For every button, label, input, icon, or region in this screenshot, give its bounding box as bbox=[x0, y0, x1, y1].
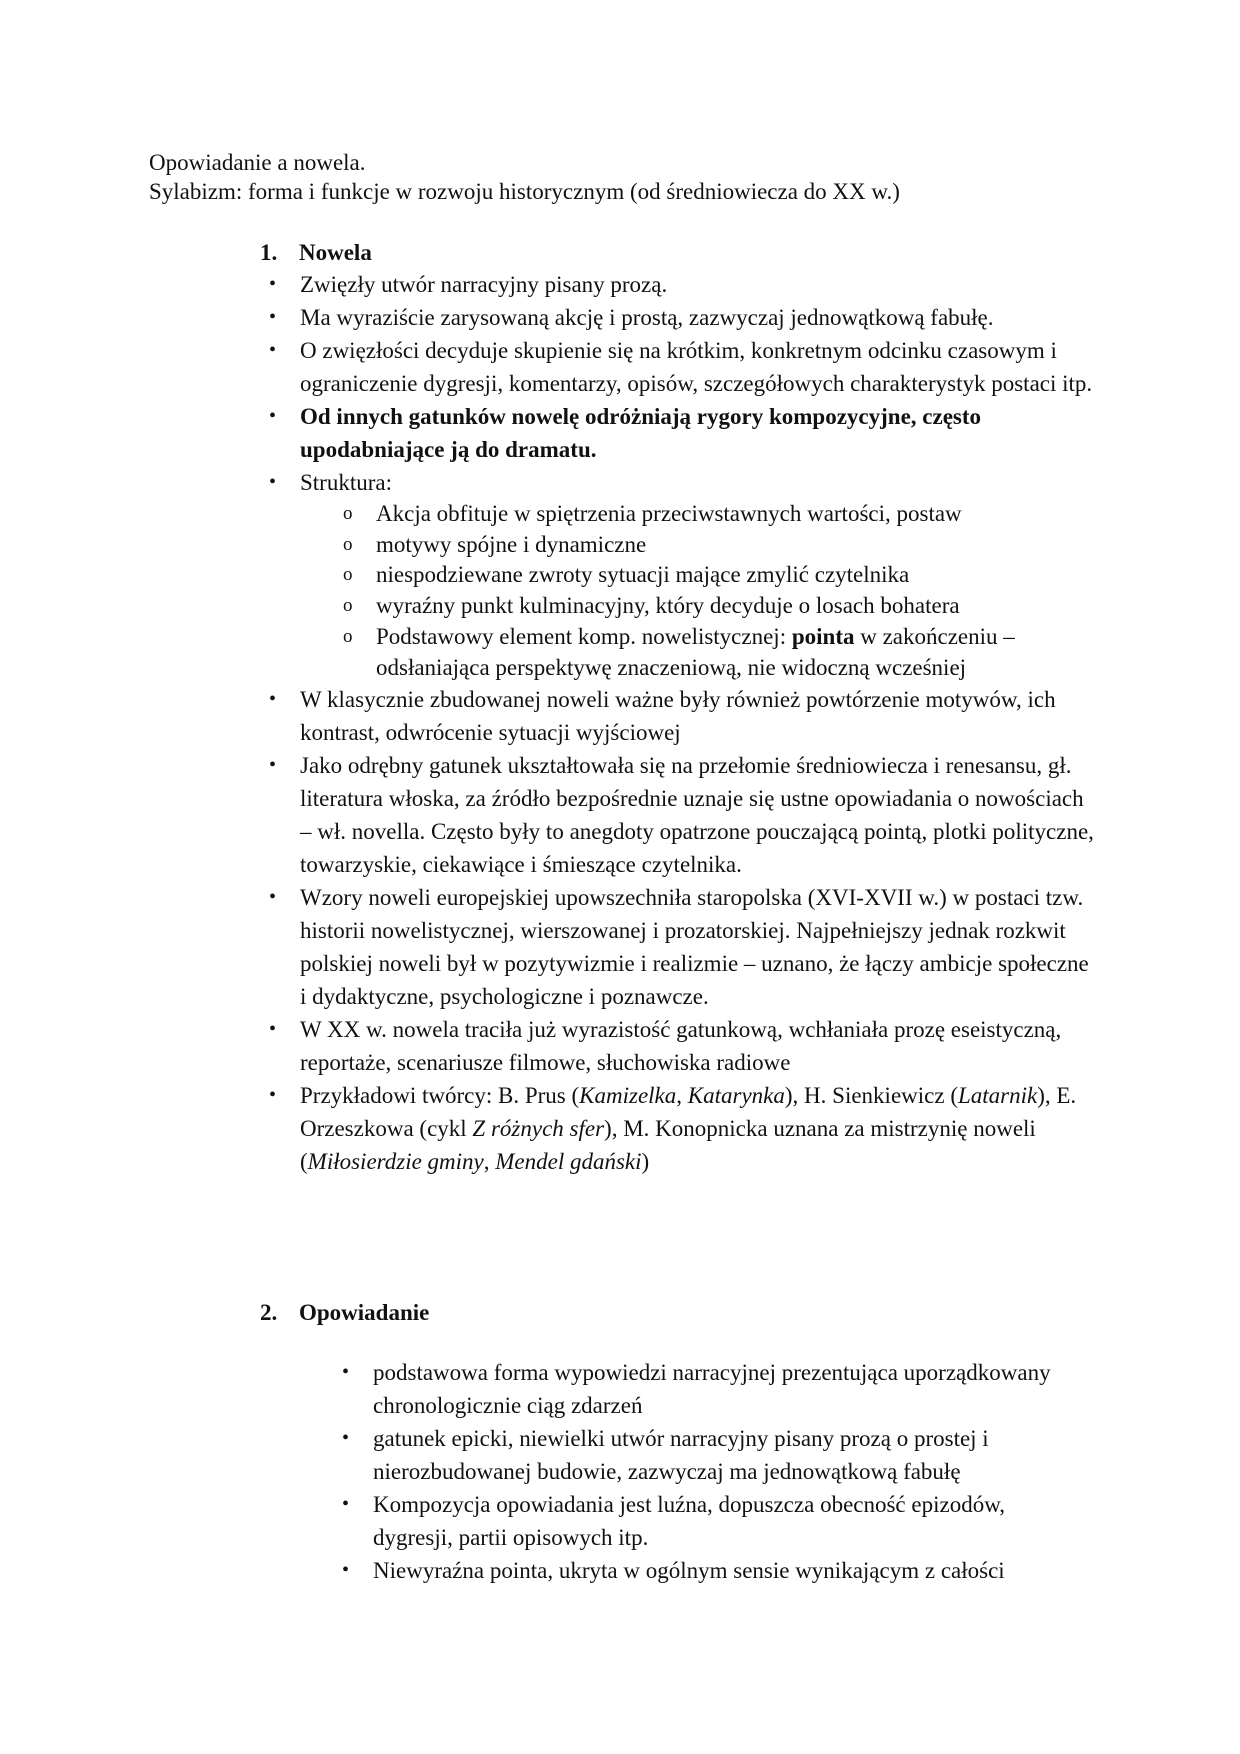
text-run: Kompozycja opowiadania jest luźna, dopuszcza obecność epizodów, dygresji, partii opisowych itp. bbox=[373, 1492, 1006, 1550]
bullet-icon: • bbox=[269, 1084, 277, 1107]
nowela-list bbox=[269, 268, 1100, 1178]
text-run: O zwięzłości decyduje skupienie się na krótkim, konkretnym odcinku czasowym i ograniczenie dygresji, komentarzy, opisów, szczegółowych charakterystyk postaci itp. bbox=[300, 338, 1093, 396]
text-run: Od innych gatunków nowelę odróżniają rygory kompozycyjne, często upodabniające ją do dramatu. bbox=[300, 404, 982, 462]
text-run: Niewyraźna pointa, ukryta w ogólnym sensie wynikającym z całości bbox=[373, 1558, 1005, 1583]
list-item-text bbox=[373, 1426, 989, 1484]
list-item-text bbox=[300, 404, 981, 462]
text-run: , bbox=[483, 1149, 496, 1175]
list-item-text bbox=[300, 687, 1056, 745]
text-run: ), E. Orzeszkowa (cykl bbox=[300, 1083, 1077, 1142]
document-subtitle: Sylabizm: forma i funkcje w rozwoju historycznym (od średniowiecza do XX w.) bbox=[149, 179, 900, 204]
list-item-text bbox=[373, 1558, 1005, 1583]
section-heading-nowela bbox=[260, 236, 372, 269]
bullet-icon: • bbox=[342, 1427, 350, 1449]
text-run: wyraźny punkt kulminacyjny, który decyduje o losach bohatera bbox=[376, 593, 960, 619]
bullet-icon: • bbox=[269, 754, 277, 777]
text-run: Latarnik bbox=[957, 1083, 1038, 1109]
list-item-text bbox=[300, 885, 1089, 1009]
document-header bbox=[149, 148, 900, 206]
bullet-icon: • bbox=[269, 273, 277, 295]
bullet-icon: • bbox=[342, 1493, 350, 1515]
text-run: Jako odrębny gatunek ukształtowała się na przełomie średniowiecza i renesansu, gł. literatura włoska, za źródło bezpośrednie uznaje się ustne opowiadania o nowościach – wł. novella. Często były to anegdoty opatrzone pouczającą pointą, plotki polityczne, towarzyskie, ciekawiące i śmieszące czytelnika. bbox=[300, 753, 1094, 878]
list-item-text bbox=[300, 470, 392, 495]
text-run: motywy spójne i dynamiczne bbox=[376, 531, 647, 557]
text-run: Z różnych sfer bbox=[472, 1116, 605, 1142]
list-item bbox=[269, 683, 1100, 749]
opowiadanie-list bbox=[342, 1356, 1073, 1587]
text-run: Kamizelka bbox=[579, 1083, 677, 1109]
list-item bbox=[343, 560, 1106, 591]
circle-bullet-icon: o bbox=[343, 595, 353, 617]
bullet-icon: • bbox=[269, 688, 277, 711]
list-item-text bbox=[373, 1360, 1051, 1418]
list-item bbox=[269, 400, 1100, 466]
text-run: w zakończeniu – odsłaniająca perspektywę znaczeniową, nie widoczną wcześniej bbox=[376, 623, 1015, 680]
list-item-text bbox=[376, 532, 646, 557]
list-item bbox=[269, 1013, 1100, 1079]
sub-list bbox=[343, 499, 1106, 683]
circle-bullet-icon: o bbox=[343, 564, 353, 586]
list-item bbox=[269, 881, 1100, 1013]
list-item bbox=[342, 1356, 1073, 1422]
list-item bbox=[343, 530, 1106, 561]
bullet-icon: • bbox=[269, 405, 277, 427]
text-run: W XX w. nowela traciła już wyrazistość gatunkową, wchłaniała prozę eseistyczną, reportaże, scenariusze filmowe, słuchowiska radiowe bbox=[300, 1017, 1062, 1076]
list-item-text bbox=[376, 624, 1015, 680]
list-item-text bbox=[373, 1492, 1005, 1550]
text-run: podstawowa forma wypowiedzi narracyjnej prezentująca uporządkowany chronologicznie ciąg zdarzeń bbox=[373, 1360, 1051, 1418]
list-item-text bbox=[300, 272, 667, 297]
list-item-text bbox=[300, 305, 994, 330]
list-item-text bbox=[376, 562, 909, 587]
text-run: Zwięzły utwór narracyjny pisany prozą. bbox=[300, 272, 668, 297]
text-run: gatunek epicki, niewielki utwór narracyjny pisany prozą o prostej i nierozbudowanej budowie, zazwyczaj ma jednowątkową fabułę bbox=[373, 1426, 989, 1484]
list-item bbox=[343, 622, 1106, 683]
bullet-icon: • bbox=[269, 886, 277, 909]
text-run: ), M. Konopnicka uznana za mistrzynię noweli ( bbox=[300, 1116, 1036, 1175]
list-item-text bbox=[376, 593, 960, 618]
document-title: Opowiadanie a nowela. bbox=[149, 150, 366, 175]
circle-bullet-icon: o bbox=[343, 533, 353, 555]
list-item-text bbox=[376, 501, 962, 526]
text-run: Przykładowi twórcy: B. Prus ( bbox=[300, 1083, 580, 1109]
section-title: Nowela bbox=[299, 240, 372, 265]
list-item bbox=[343, 499, 1106, 530]
list-item-text bbox=[300, 338, 1092, 396]
list-item bbox=[342, 1488, 1073, 1554]
text-run: ) bbox=[641, 1149, 650, 1175]
bullet-icon: • bbox=[342, 1361, 350, 1383]
circle-bullet-icon: o bbox=[343, 625, 353, 647]
list-item-text bbox=[300, 753, 1094, 877]
list-item bbox=[269, 301, 1100, 334]
section-heading-opowiadanie bbox=[260, 1296, 429, 1329]
list-item-text bbox=[300, 1083, 1076, 1174]
circle-bullet-icon: o bbox=[343, 503, 353, 524]
section-title: Opowiadanie bbox=[299, 1300, 430, 1325]
bullet-icon: • bbox=[269, 471, 277, 493]
text-run: Podstawowy element komp. nowelistycznej: bbox=[376, 623, 792, 649]
text-run: Struktura: bbox=[300, 470, 392, 495]
text-run: Miłosierdzie gminy bbox=[307, 1149, 484, 1175]
text-run: ), H. Sienkiewicz ( bbox=[784, 1083, 958, 1109]
list-item bbox=[343, 591, 1106, 622]
list-item bbox=[269, 1079, 1100, 1178]
bullet-icon: • bbox=[269, 1018, 277, 1041]
text-run: W klasycznie zbudowanej noweli ważne były również powtórzenie motywów, ich kontrast, odwrócenie sytuacji wyjściowej bbox=[300, 687, 1056, 746]
section-number: 2. bbox=[260, 1300, 278, 1325]
section-number: 1. bbox=[260, 240, 278, 265]
text-run: Katarynka bbox=[687, 1083, 785, 1109]
list-item bbox=[269, 268, 1100, 301]
list-item bbox=[269, 749, 1100, 881]
bullet-icon: • bbox=[342, 1559, 350, 1581]
bullet-icon: • bbox=[269, 306, 277, 328]
list-item bbox=[342, 1422, 1073, 1488]
list-item-text bbox=[300, 1017, 1061, 1075]
bullet-icon: • bbox=[269, 339, 277, 361]
text-run: niespodziewane zwroty sytuacji mające zmylić czytelnika bbox=[376, 562, 910, 588]
list-item bbox=[269, 466, 1100, 683]
text-run: Mendel gdański bbox=[495, 1149, 642, 1175]
text-run: Ma wyraziście zarysowaną akcję i prostą, zazwyczaj jednowątkową fabułę. bbox=[300, 305, 994, 330]
text-run: pointa bbox=[791, 623, 855, 649]
list-item bbox=[342, 1554, 1073, 1587]
text-run: Akcja obfituje w spiętrzenia przeciwstawnych wartości, postaw bbox=[376, 501, 962, 526]
text-run: Wzory noweli europejskiej upowszechniła staropolska (XVI-XVII w.) w postaci tzw. historii nowelistycznej, wierszowanej i prozatorskiej. Najpełniejszy jednak rozkwit polskiej noweli był w pozytywizmie i realizmie – uznano, że łączy ambicje społeczne i dydaktyczne, psychologiczne i poznawcze. bbox=[300, 885, 1089, 1010]
text-run: , bbox=[676, 1083, 688, 1109]
list-item bbox=[269, 334, 1100, 400]
